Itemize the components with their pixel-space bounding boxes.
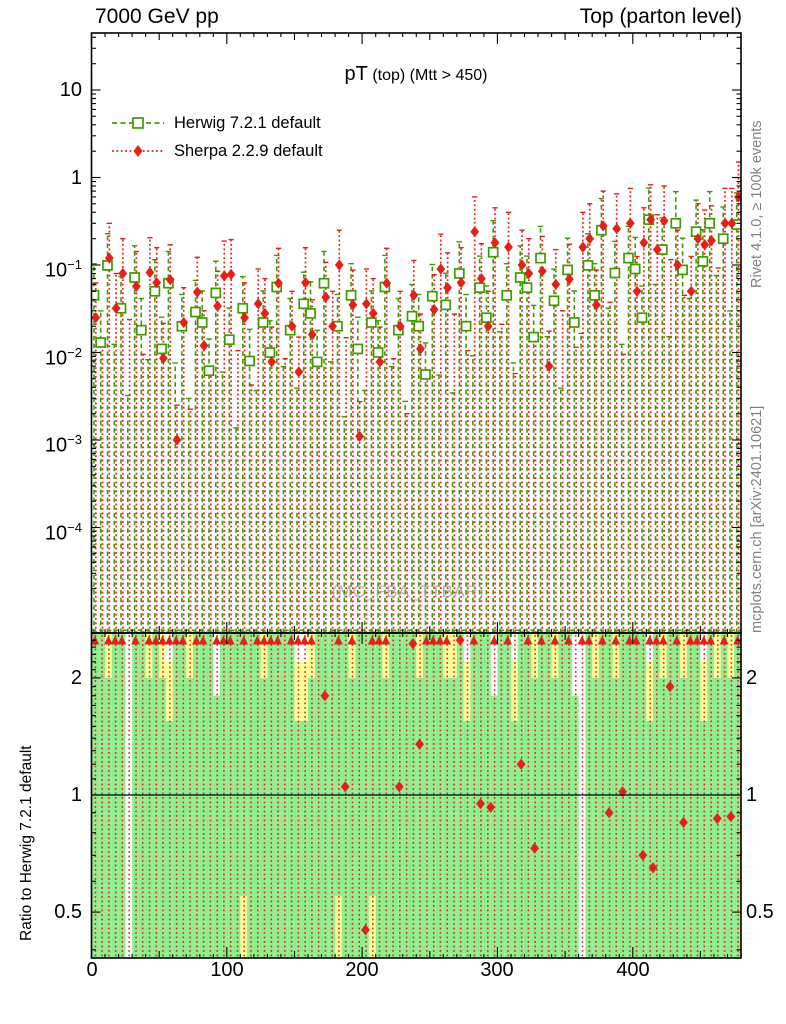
rivet-version-note: Rivet 4.1.0, ≥ 100k events [749, 120, 765, 288]
x-tick-label: 0 [86, 959, 98, 981]
process-title: Top (parton level) [579, 5, 742, 28]
ratio-y-tick-label-right: 1 [746, 784, 758, 806]
mcplots-arxiv-note: mcplots.cern.ch [arXiv:2401.10621] [749, 405, 765, 633]
legend-row-sherpa [112, 137, 323, 165]
legend-row-herwig [112, 109, 323, 137]
legend [112, 109, 323, 165]
x-tick-label: 400 [616, 959, 650, 981]
legend-label-herwig: Herwig 7.2.1 default [174, 113, 321, 132]
ratio-uncertainty-bands [91, 633, 743, 959]
ratio-axis-label: Ratio to Herwig 7.2.1 default [18, 745, 35, 941]
ratio-y-tick-label-right: 2 [746, 667, 758, 689]
x-tick-label: 100 [210, 959, 244, 981]
herwig-line-sample-icon [112, 115, 164, 131]
plot-title [216, 63, 616, 86]
main-y-tick-label: $10^{-3}$ [44, 432, 82, 457]
plot-title-main: pT [344, 63, 368, 85]
main-y-tick-label: $10^{-1}$ [44, 257, 82, 282]
main-y-tick-label: 1 [70, 167, 82, 189]
main-panel-content [90, 162, 743, 633]
ratio-y-tick-label-left: 1 [70, 784, 82, 806]
x-tick-label: 200 [345, 959, 379, 981]
sherpa-line-sample-icon [112, 143, 164, 159]
plot-title-sub: (top) (Mtt > 450) [367, 67, 488, 84]
analysis-watermark: (MC_FBA_TTBAR) [331, 582, 485, 601]
ratio-y-tick-label-left: 0.5 [54, 901, 82, 923]
beam-energy-title: 7000 GeV pp [95, 5, 219, 28]
ratio-y-tick-label-right: 0.5 [746, 901, 774, 923]
ratio-y-tick-label-left: 2 [70, 667, 82, 689]
legend-label-sherpa: Sherpa 2.2.9 default [174, 141, 323, 160]
main-y-tick-label: $10^{-4}$ [44, 520, 82, 545]
main-y-tick-label: $10^{-2}$ [44, 345, 82, 370]
main-y-tick-label: 10 [59, 79, 82, 101]
x-tick-label: 300 [480, 959, 514, 981]
